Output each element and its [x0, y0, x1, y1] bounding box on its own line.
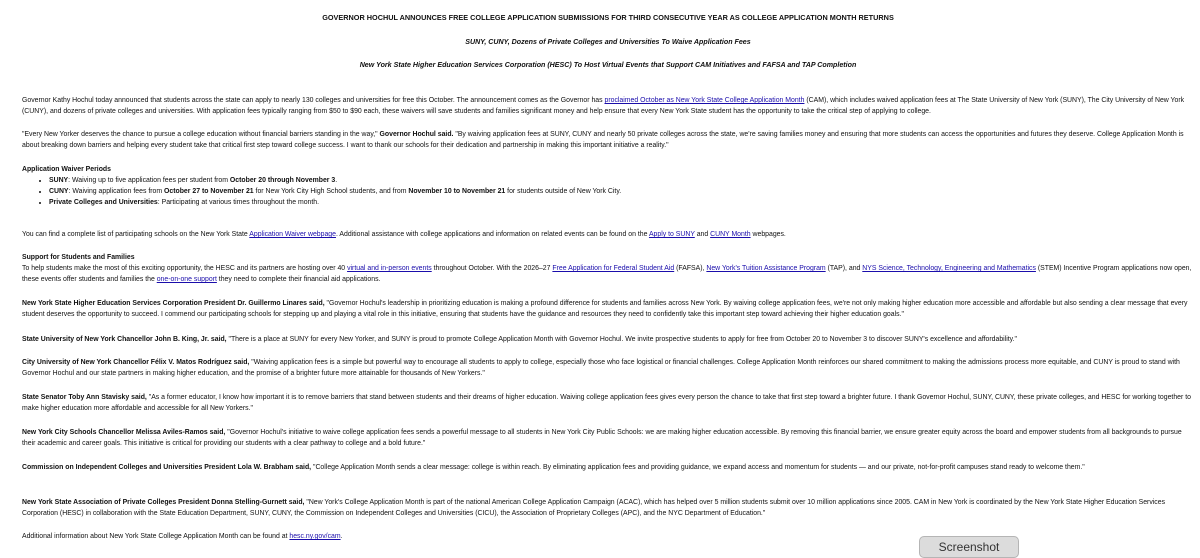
waiver-item-suny: • SUNY: Waiving up to five application fees per student from October 20 through November 3.	[49, 175, 1194, 186]
apply-to-suny-link[interactable]: Apply to SUNY	[648, 231, 695, 238]
fafsa-link[interactable]: Free Application for Federal Student Aid	[552, 265, 675, 272]
subtitle-fees: SUNY, CUNY, Dozens of Private Colleges and Universities To Waive Application Fees	[465, 38, 751, 46]
governor-speaker: Governor Hochul said.	[379, 131, 454, 138]
events-link[interactable]: virtual and in-person events	[347, 265, 432, 272]
hesc-cam-link[interactable]: hesc.ny.gov/cam	[289, 533, 341, 540]
subtitle-hesc: New York State Higher Education Services Corporation (HESC) To Host Virtual Events that Support CAM Initiatives and FAFSA and TAP Completion	[359, 61, 857, 69]
screenshot-button[interactable]: Screenshot	[919, 536, 1019, 558]
suny-quote: State University of New York Chancellor John B. King, Jr. said, "There is a place at SUNY for every New Yorker, and SUNY is proud to promote College Application Month with Governor Hochul. We invite prospective students to apply for free from October 20 to November 3 to discover SUNY's excellence and affordability."	[22, 336, 1017, 343]
waiver-heading: Application Waiver Periods	[22, 166, 111, 173]
waiver-item-private: • Private Colleges and Universities: Participating at various times throughout the month.	[49, 197, 1194, 208]
cuny-quote: City University of New York Chancellor Félix V. Matos Rodríguez said, "Waiving application fees is a simple but powerful way to encourage all students to apply to college, especially those who face logistical or financial challenges. College Application Month reinforces our shared commitment to making the admissions process more equitable, and CUNY is proud to stand with Governor Hochul and our state partners in making higher education, and the promise of a brighter future more attainable for thousands of New Yorkers."	[22, 359, 1180, 377]
stem-link[interactable]: NYS Science, Technology, Engineering and Mathematics	[862, 265, 1036, 272]
footer-paragraph: Additional information about New York State College Application Month can be found at hesc.ny.gov/cam.	[22, 533, 343, 540]
apc-quote: New York State Association of Private Colleges President Donna Stelling-Gurnett said, "New York's College Application Month is part of the national American College Application Campaign (ACAC), which has helped over 5 million students submit over 10 million applications since 2005. CAM in New York is coordinated by the New York State Higher Education Services Corporation (HESC) in collaboration with the State Education Department, SUNY, CUNY, the Commission on Independent Colleges and Universities (CICU), the Association of Proprietary Colleges (APC), and the NYC Department of Education."	[22, 499, 1166, 517]
senator-quote: State Senator Toby Ann Stavisky said, "As a former educator, I know how important it is to remove barriers that stand between students and their dreams of higher education. Waiving college application fees gives every person the chance to take that first step toward a brighter future. I thank Governor Hochul, SUNY, CUNY, these private colleges, and HESC for working together to make higher education more affordable and accessible for all New Yorkers."	[22, 394, 1191, 412]
cuny-month-link[interactable]: CUNY Month	[710, 231, 751, 238]
support-section: Support for Students and Families To help students make the most of this exciting opportunity, the HESC and its partners are hosting over 40 virtual and in-person events throughout October. With the 2026–27 Free Application for Federal Student Aid (FAFSA), New York's Tuition Assistance Program (TAP), and NYS Science, Technology, Engineering and Mathematics (STEM) Incentive Program applications now open, these events offer students and families the one-on-one support they need to complete their financial aid applications.	[22, 254, 1192, 283]
waiver-webpage-link[interactable]: Application Waiver webpage	[249, 231, 336, 238]
cicu-quote: Commission on Independent Colleges and Universities President Lola W. Brabham said, "College Application Month sends a clear message: college is within reach. By eliminating application fees and providing guidance, we expand access and momentum for students — and our private, not-for-profit campuses stand ready to welcome them."	[22, 464, 1085, 471]
waiver-item-cuny: • CUNY: Waiving application fees from October 27 to November 21 for New York City High School students, and from November 10 to November 21 for students outside of New York City.	[49, 186, 1194, 197]
one-on-one-support-link[interactable]: one-on-one support	[156, 276, 217, 283]
waiver-periods	[22, 164, 1194, 208]
nyc-schools-quote: New York City Schools Chancellor Melissa Aviles-Ramos said, "Governor Hochul's initiative to waive college application fees sends a powerful message to all students in New York City Public Schools: we are making higher education accessible. By removing this financial barrier, we ensure greater equity across the board and empower students from all backgrounds to pursue their academic and career goals. This initiative is critical for providing our students with a clear pathway to college and a bold future."	[22, 429, 1182, 447]
tap-link[interactable]: New York's Tuition Assistance Program	[706, 265, 826, 272]
proclamation-link[interactable]: proclaimed October as New York State College Application Month	[604, 97, 805, 104]
support-heading: Support for Students and Families	[22, 254, 135, 261]
hesc-quote: New York State Higher Education Services Corporation President Dr. Guillermo Linares said, "Governor Hochul's leadership in prioritizing education is making a profound difference for students and families across New York. By waiving college application fees, we're not only making higher education more accessible and affordable but also sending a clear message that every student deserves the opportunity to succeed. I commend our participating schools for stepping up and playing a vital role in this initiative, ensuring that students have the guidance and resources they need to confidently take this important step toward achieving their higher education goals."	[22, 300, 1188, 318]
governor-quote: "Every New Yorker deserves the chance to pursue a college education without financial barriers standing in the way," Governor Hochul said. "By waiving application fees at SUNY, CUNY and nearly 50 private colleges across the state, we're saving families money and ensuring that more students can access the opportunities and futures they deserve. College Application Month is about breaking down barriers and helping every student take that critical first step toward college success. I want to thank our schools for their dedication and partnership in making this important initiative a reality."	[22, 131, 1184, 149]
page-title: GOVERNOR HOCHUL ANNOUNCES FREE COLLEGE APPLICATION SUBMISSIONS FOR THIRD CONSECUTIVE YEAR AS COLLEGE APPLICATION MONTH RETURNS	[322, 13, 894, 22]
find-paragraph: You can find a complete list of participating schools on the New York State Application Waiver webpage. Additional assistance with college applications and information on related events can be found on the Apply to SUNY and CUNY Month webpages.	[22, 231, 786, 238]
intro-paragraph: Governor Kathy Hochul today announced that students across the state can apply to nearly 130 colleges and universities for free this October. The announcement comes as the Governor has proclaimed October as New York State College Application Month (CAM), which includes waived application fees at The State University of New York (SUNY), The City University of New York (CUNY), and dozens of private colleges and universities. With application fees typically ranging from $50 to $90 each, these waivers will save students and families significant money and help ensure that every New York State student has the opportunity to take the critical step of applying to college.	[22, 97, 1185, 115]
